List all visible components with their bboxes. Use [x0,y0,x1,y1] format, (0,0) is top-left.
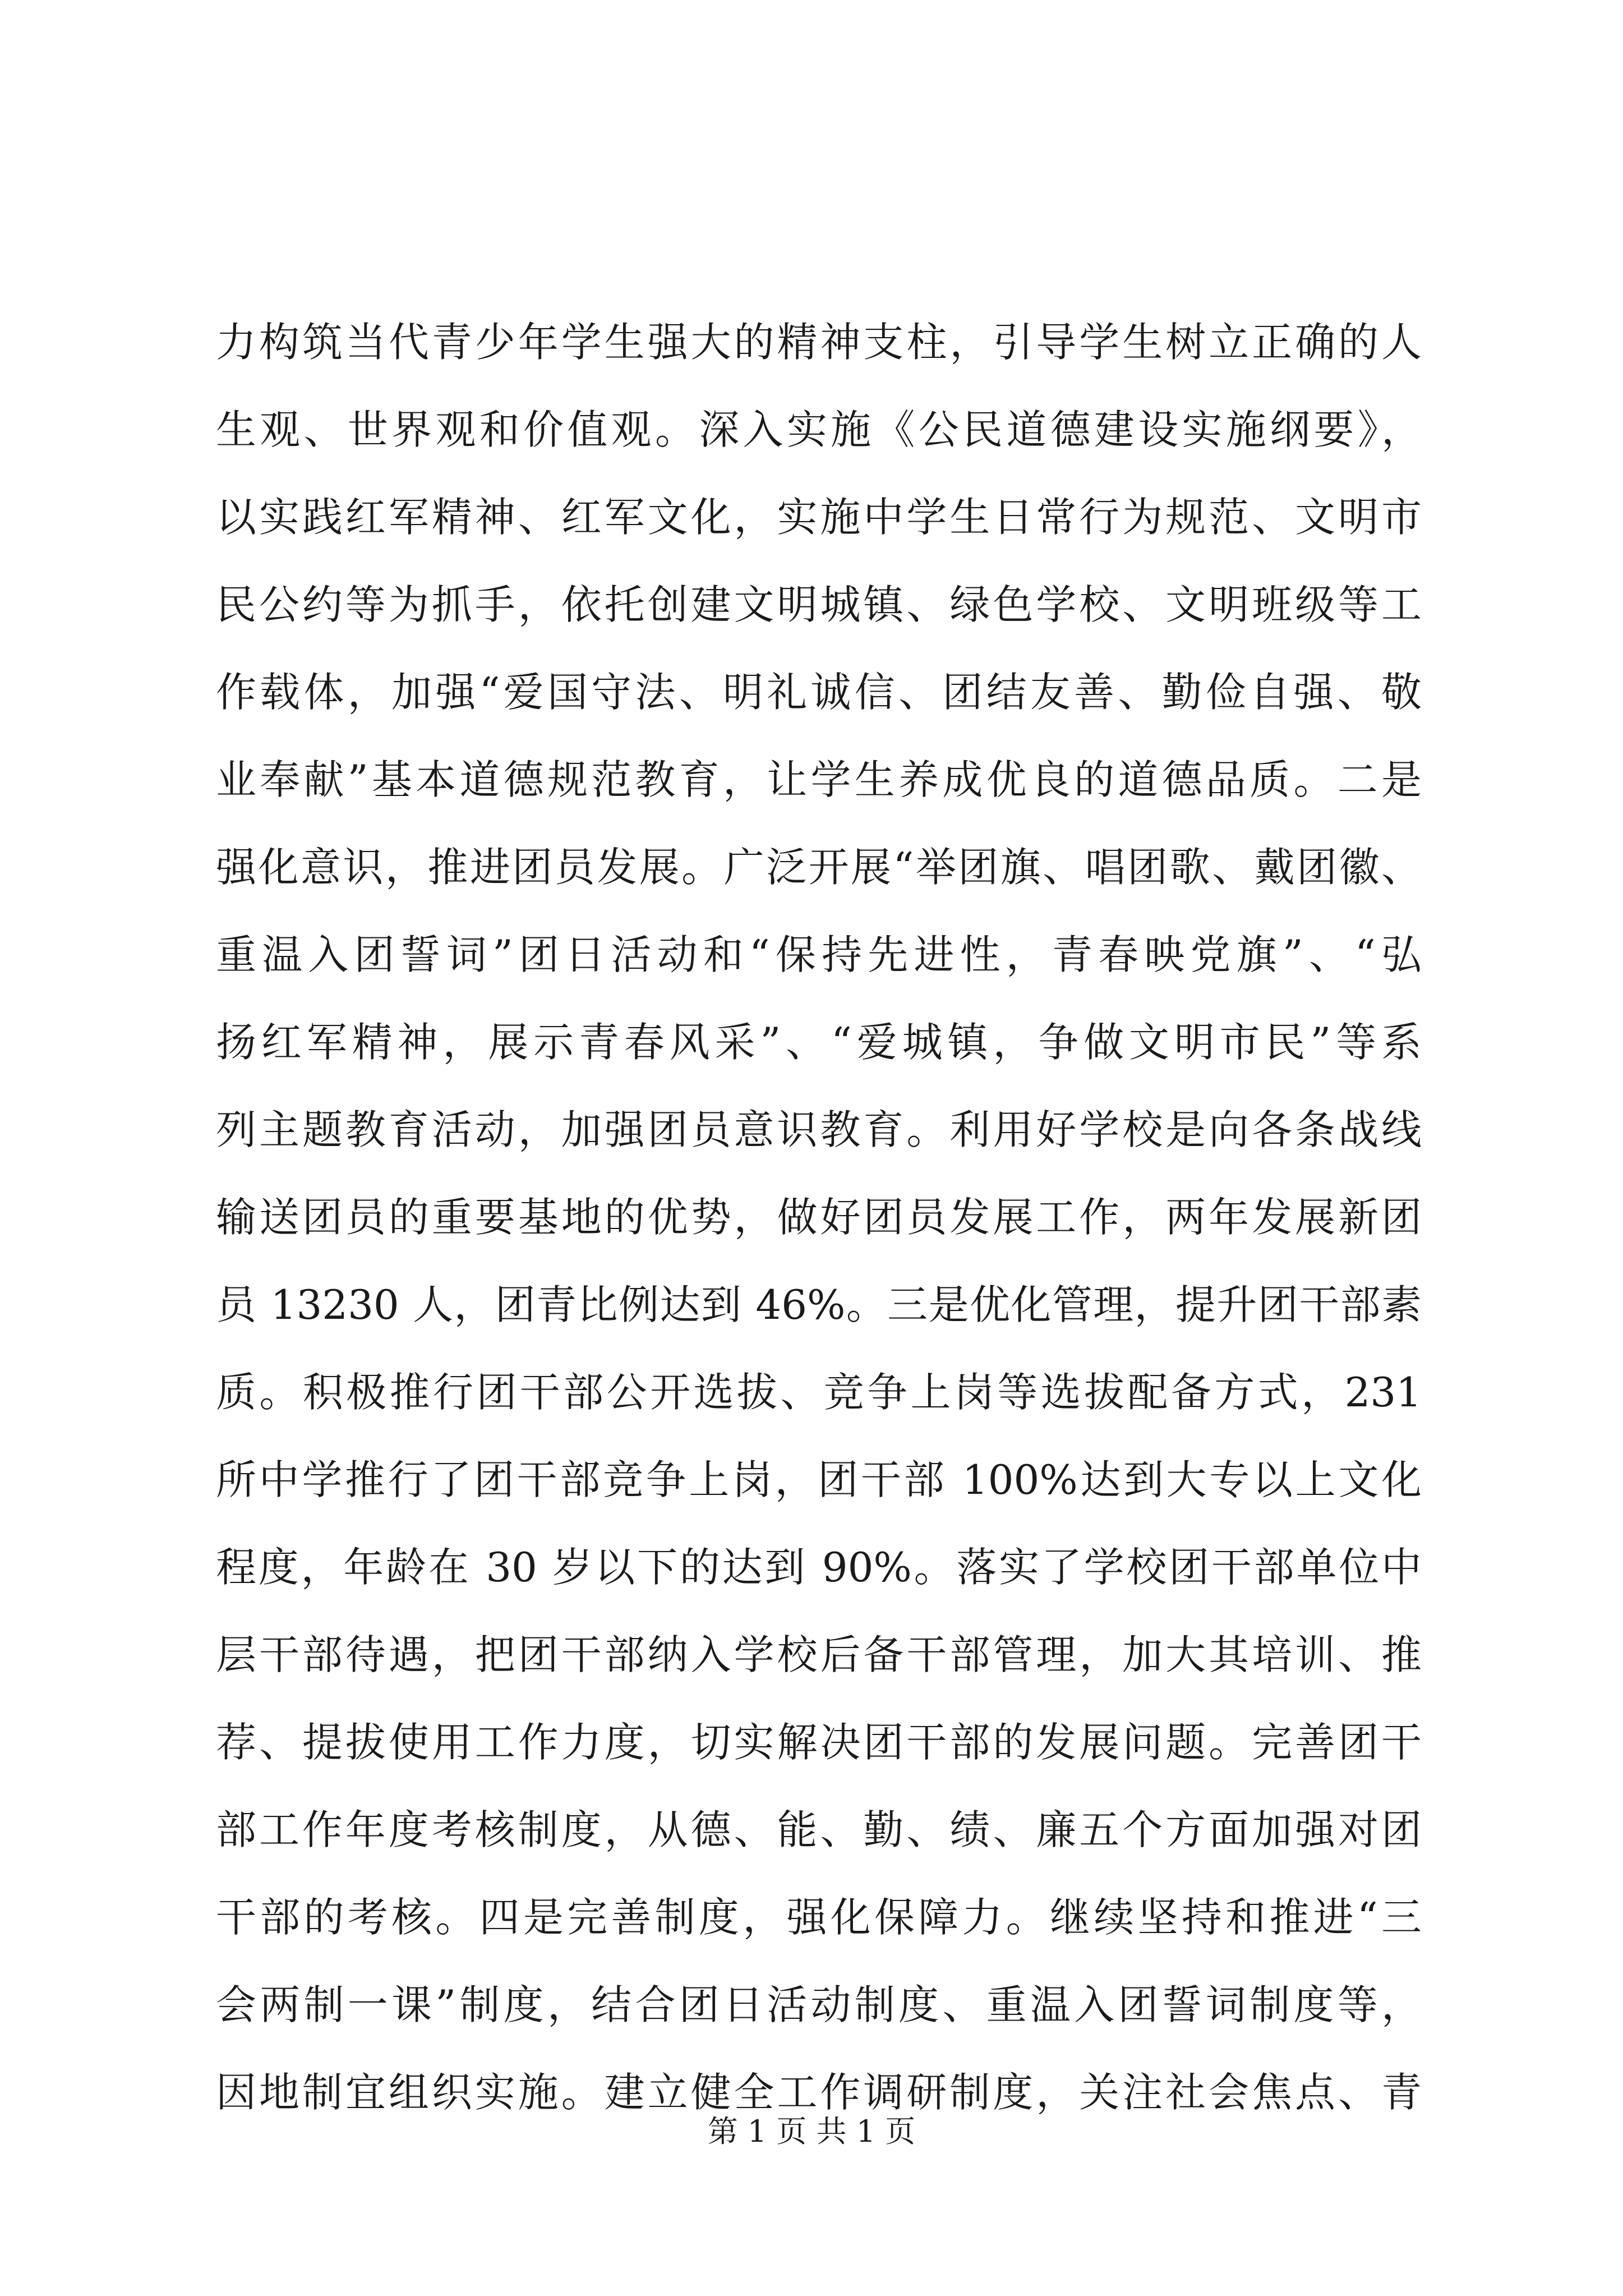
text-line: 强化意识，推进团员发展。广泛开展“举团旗、唱团歌、戴团徽、 [216,844,1422,891]
text-line: 员 13230 人，团青比例达到 46%。三是优化管理，提升团干部素 [216,1281,1422,1328]
text-line: 层干部待遇，把团干部纳入学校后备干部管理，加大其培训、推 [216,1631,1422,1678]
text-line: 质。积极推行团干部公开选拔、竞争上岗等选拔配备方式，231 [216,1369,1422,1416]
text-line: 荐、提拔使用工作力度，切实解决团干部的发展问题。完善团干 [216,1719,1422,1766]
text-line: 业奉献”基本道德规范教育，让学生养成优良的道德品质。二是 [216,756,1422,803]
text-line: 以实践红军精神、红军文化，实施中学生日常行为规范、文明市 [216,494,1422,541]
text-line: 扬红军精神，展示青春风采”、“爱城镇，争做文明市民”等系 [216,1019,1422,1066]
text-line: 所中学推行了团干部竞争上岗，团干部 100%达到大专以上文化 [216,1456,1422,1503]
text-line: 输送团员的重要基地的优势，做好团员发展工作，两年发展新团 [216,1194,1422,1241]
text-line: 因地制宜组织实施。建立健全工作调研制度，关注社会焦点、青 [216,2069,1422,2116]
text-line: 程度，年龄在 30 岁以下的达到 90%。落实了学校团干部单位中 [216,1544,1422,1591]
text-line: 会两制一课”制度，结合团日活动制度、重温入团誓词制度等， [216,1981,1422,2028]
text-line: 民公约等为抓手，依托创建文明城镇、绿色学校、文明班级等工 [216,581,1422,628]
text-line: 列主题教育活动，加强团员意识教育。利用好学校是向各条战线 [216,1106,1422,1153]
text-line: 作载体，加强“爱国守法、明礼诚信、团结友善、勤俭自强、敬 [216,669,1422,716]
text-line: 生观、世界观和价值观。深入实施《公民道德建设实施纲要》， [216,406,1422,453]
text-line: 干部的考核。四是完善制度，强化保障力。继续坚持和推进“三 [216,1894,1422,1941]
body-text [216,298,1422,2136]
text-line: 部工作年度考核制度，从德、能、勤、绩、廉五个方面加强对团 [216,1806,1422,1853]
page-number-label: 第 1 页 共 1 页 [707,2114,916,2149]
text-line: 力构筑当代青少年学生强大的精神支柱，引导学生树立正确的人 [216,319,1422,366]
page-footer [0,2109,1623,2154]
text-line: 重温入团誓词”团日活动和“保持先进性，青春映党旗”、“弘 [216,931,1422,978]
